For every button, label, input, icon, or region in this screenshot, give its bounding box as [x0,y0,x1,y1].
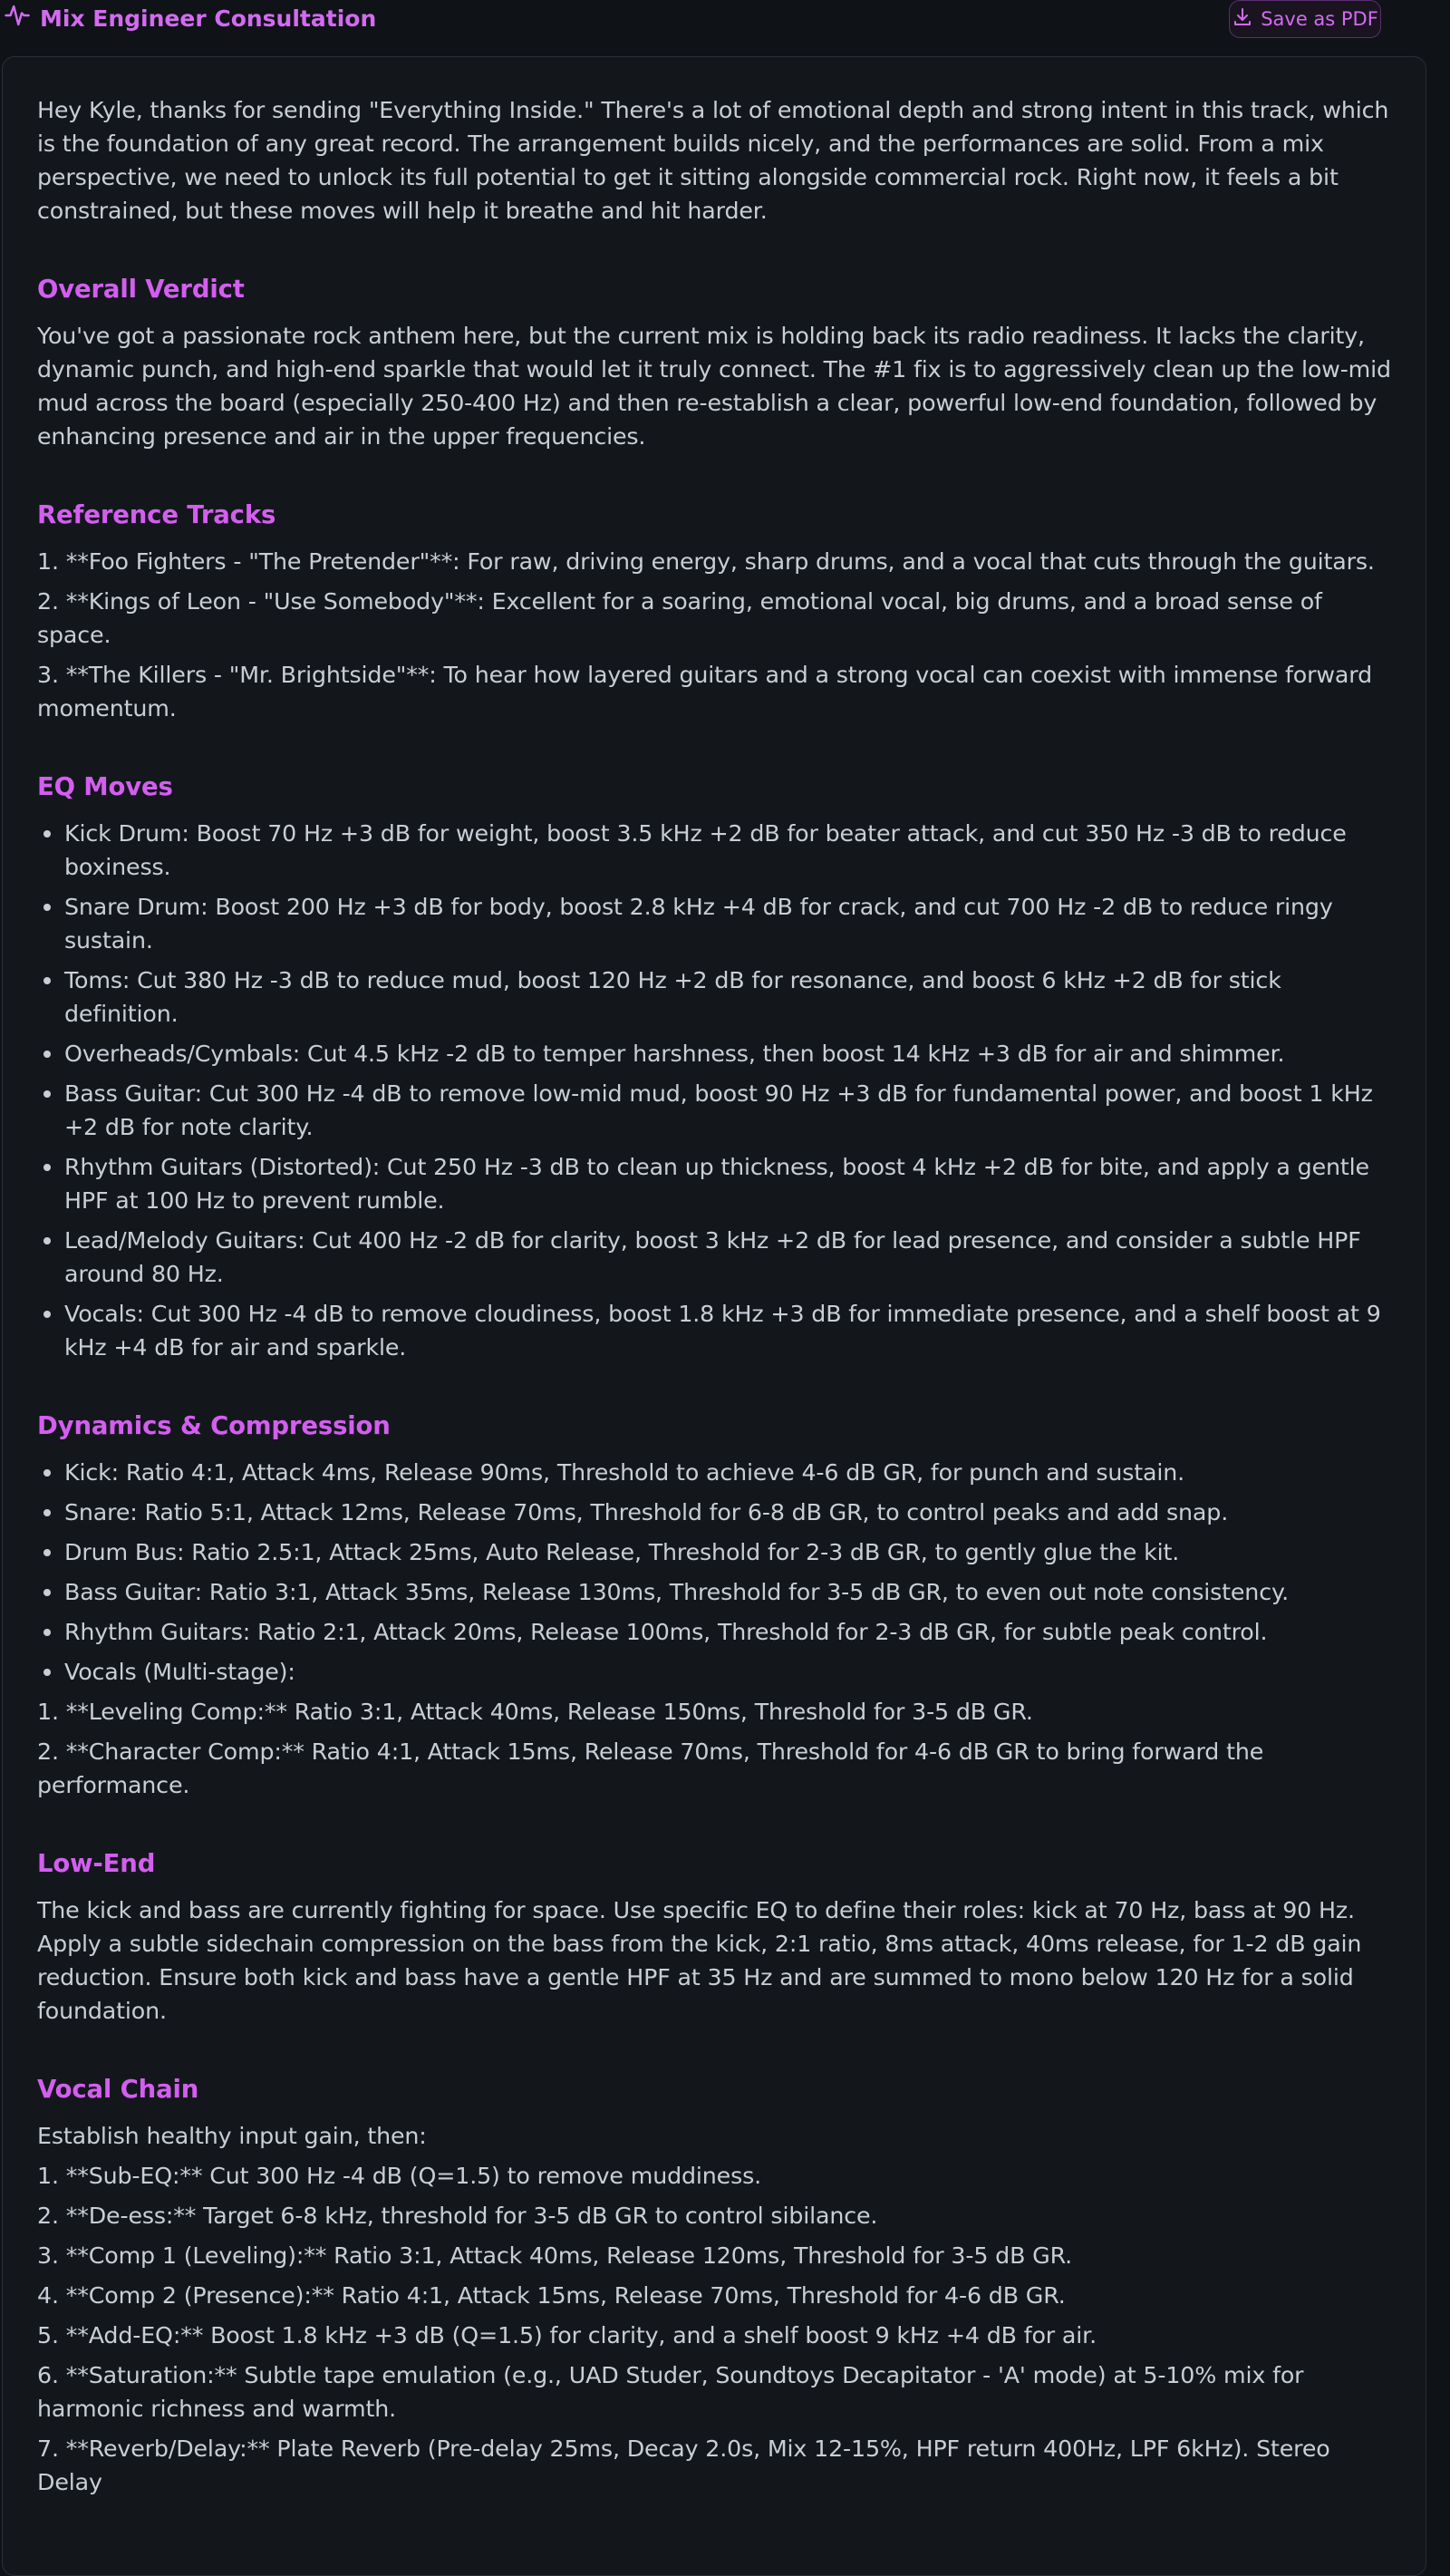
list-item: Toms: Cut 380 Hz -3 dB to reduce mud, boost 120 Hz +2 dB for resonance, and boost 6 kHz +2 dB for stick definition. [37,964,1397,1031]
section-title-eq: EQ Moves [37,772,173,801]
list-item: 3. **Comp 1 (Leveling):** Ratio 3:1, Attack 40ms, Release 120ms, Threshold for 3-5 dB GR. [37,2242,1073,2269]
list-item: Snare Drum: Boost 200 Hz +3 dB for body, boost 2.8 kHz +4 dB for crack, and cut 700 Hz -2 dB to reduce ringy sustain. [37,890,1397,957]
section-title-references: Reference Tracks [37,500,276,529]
app-header [0,0,1450,40]
list-item: Vocals: Cut 300 Hz -4 dB to remove cloudiness, boost 1.8 kHz +3 dB for immediate presence, and a shelf boost at 9 kHz +4 dB for air and sparkle. [37,1297,1397,1364]
waveform-icon [4,2,31,34]
list-item: 2. **Character Comp:** Ratio 4:1, Attack 15ms, Release 70ms, Threshold for 4-6 dB GR to bring forward the performance. [37,1738,1264,1798]
list-item: Rhythm Guitars (Distorted): Cut 250 Hz -3 dB to clean up thickness, boost 4 kHz +2 dB for bite, and apply a gentle HPF at 100 Hz to prevent rumble. [37,1150,1397,1217]
lowend-paragraph: The kick and bass are currently fighting for space. Use specific EQ to define their roles: kick at 70 Hz, bass at 90 Hz. Apply a subtle sidechain compression on the bass from the kick, 2:1 ratio, 8ms attack, 40ms release, for 1-2 dB gain reduction. Ensure both kick and bass have a gentle HPF at 35 Hz and are summed to mono below 120 Hz for a solid foundation. [37,1897,1362,2024]
list-item: Drum Bus: Ratio 2.5:1, Attack 25ms, Auto Release, Threshold for 2-3 dB GR, to gently glue the kit. [37,1535,1397,1569]
vocal-compression-steps [37,1695,1397,1802]
list-item: 7. **Reverb/Delay:** Plate Reverb (Pre-delay 25ms, Decay 2.0s, Mix 12-15%, HPF return 400Hz, LPF 6kHz). Stereo Delay [37,2436,1330,2495]
app-title: Mix Engineer Consultation [40,5,377,32]
list-item: 2. **De-ess:** Target 6-8 kHz, threshold for 3-5 dB GR to control sibilance. [37,2203,878,2229]
list-item: Rhythm Guitars: Ratio 2:1, Attack 20ms, Release 100ms, Threshold for 2-3 dB GR, for subtle peak control. [37,1615,1397,1649]
app-brand [4,2,376,34]
dynamics-list [37,1456,1397,1689]
section-title-lowend: Low-End [37,1849,156,1878]
download-icon [1232,6,1253,33]
vocal-chain-list [37,2159,1397,2499]
intro-paragraph: Hey Kyle, thanks for sending "Everything Inside." There's a lot of emotional depth and strong intent in this track, which is the foundation of any great record. The arrangement builds nicely, and the performances are solid. From a mix perspective, we need to unlock its full potential to get it sitting alongside commercial rock. Right now, it feels a bit constrained, but these moves will help it breathe and hit harder. [37,97,1389,224]
save-as-pdf-button[interactable] [1229,0,1381,38]
list-item: Snare: Ratio 5:1, Attack 12ms, Release 70ms, Threshold for 6-8 dB GR, to control peaks and add snap. [37,1496,1397,1529]
list-item: Bass Guitar: Cut 300 Hz -4 dB to remove low-mid mud, boost 90 Hz +3 dB for fundamental power, and boost 1 kHz +2 dB for note clarity. [37,1077,1397,1144]
list-item: 6. **Saturation:** Subtle tape emulation (e.g., UAD Studer, Soundtoys Decapitator - 'A' mode) at 5-10% mix for harmonic richness and warmth. [37,2362,1304,2422]
section-title-verdict: Overall Verdict [37,275,245,304]
verdict-paragraph: You've got a passionate rock anthem here, but the current mix is holding back its radio readiness. It lacks the clarity, dynamic punch, and high-end sparkle that would let it truly connect. The #1 fix is to aggressively clean up the low-mid mud across the board (especially 250-400 Hz) and then re-establish a clear, powerful low-end foundation, followed by enhancing presence and air in the upper frequencies. [37,323,1391,450]
eq-list [37,817,1397,1364]
section-title-dynamics: Dynamics & Compression [37,1411,391,1440]
consultation-panel [2,56,1426,2576]
reference-item: 1. **Foo Fighters - "The Pretender"**: For raw, driving energy, sharp drums, and a vocal that cuts through the guitars. [37,548,1375,575]
save-as-pdf-label: Save as PDF [1261,8,1378,30]
list-item: 4. **Comp 2 (Presence):** Ratio 4:1, Attack 15ms, Release 70ms, Threshold for 4-6 dB GR. [37,2282,1066,2309]
list-item: Lead/Melody Guitars: Cut 400 Hz -2 dB for clarity, boost 3 kHz +2 dB for lead presence, and consider a subtle HPF around 80 Hz. [37,1224,1397,1291]
vocal-chain-lead: Establish healthy input gain, then: [37,2123,427,2149]
list-item: 1. **Leveling Comp:** Ratio 3:1, Attack 40ms, Release 150ms, Threshold for 3-5 dB GR. [37,1699,1033,1725]
reference-item: 2. **Kings of Leon - "Use Somebody"**: Excellent for a soaring, emotional vocal, big drums, and a broad sense of space. [37,588,1322,648]
section-title-vocal-chain: Vocal Chain [37,2075,199,2104]
reference-item: 3. **The Killers - "Mr. Brightside"**: To hear how layered guitars and a strong vocal can coexist with immense forward momentum. [37,662,1372,721]
list-item: Overheads/Cymbals: Cut 4.5 kHz -2 dB to temper harshness, then boost 14 kHz +3 dB for air and shimmer. [37,1037,1397,1070]
list-item: 5. **Add-EQ:** Boost 1.8 kHz +3 dB (Q=1.5) for clarity, and a shelf boost 9 kHz +4 dB for air. [37,2322,1097,2348]
list-item: Vocals (Multi-stage): [37,1655,1397,1689]
list-item: Kick Drum: Boost 70 Hz +3 dB for weight, boost 3.5 kHz +2 dB for beater attack, and cut 350 Hz -3 dB to reduce boxiness. [37,817,1397,884]
list-item: Bass Guitar: Ratio 3:1, Attack 35ms, Release 130ms, Threshold for 3-5 dB GR, to even out note consistency. [37,1575,1397,1609]
list-item: 1. **Sub-EQ:** Cut 300 Hz -4 dB (Q=1.5) to remove muddiness. [37,2163,762,2189]
list-item: Kick: Ratio 4:1, Attack 4ms, Release 90ms, Threshold to achieve 4-6 dB GR, for punch and sustain. [37,1456,1397,1489]
consultation-content [37,93,1397,2505]
reference-list [37,545,1397,725]
